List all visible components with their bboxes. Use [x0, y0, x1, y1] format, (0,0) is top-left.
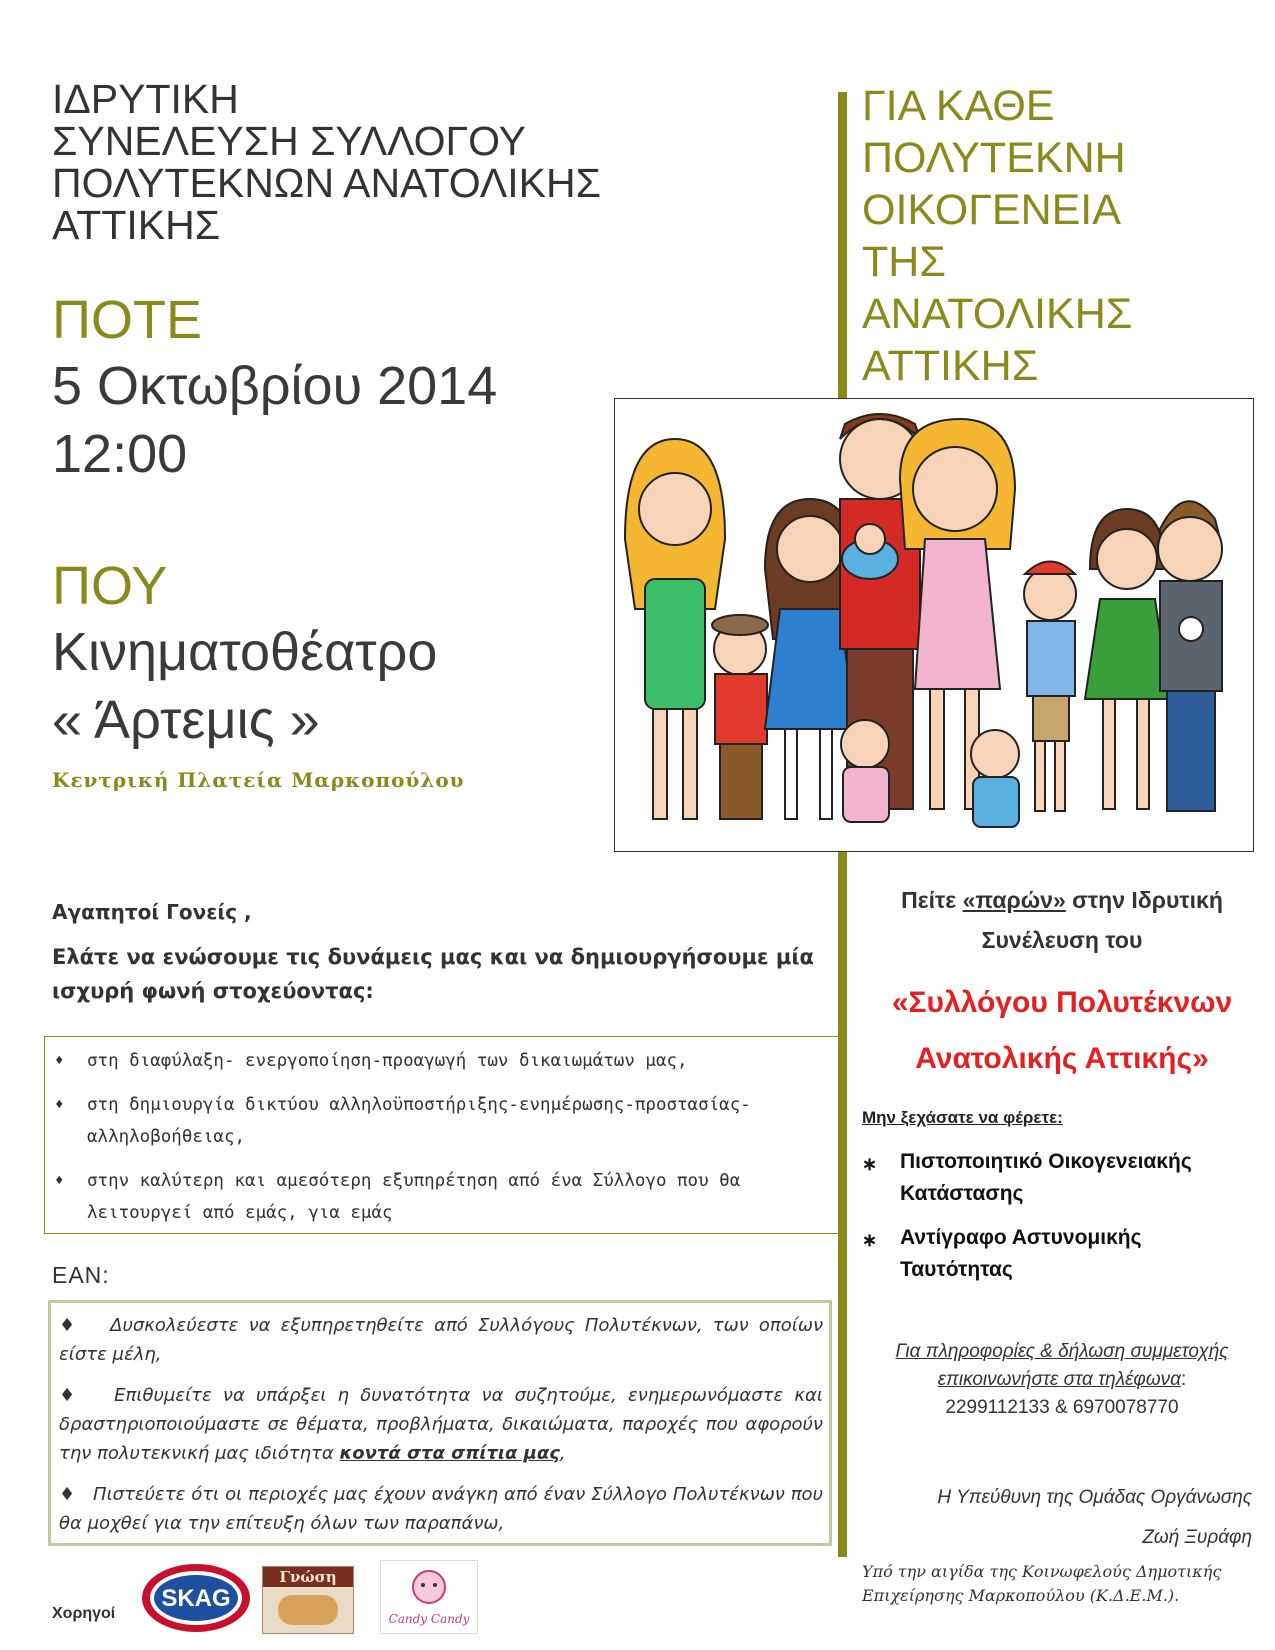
present-word: «παρών» — [962, 887, 1066, 913]
emphasis-text: κοντά στα σπίτια μας — [339, 1443, 560, 1464]
condition-item: ♦ Πιστεύετε ότι οι περιοχές μας έχουν ανάγκη από έναν Σύλλογο Πολυτέκνων που θα μοχθεί για την επίτευξη όλων των παραπάνω, — [59, 1484, 823, 1534]
svg-text:SKAG: SKAG — [161, 1585, 231, 1612]
phone-numbers: 2299112133 & 6970078770 — [945, 1397, 1179, 1418]
list-item: ∗ Αντίγραφο Αστυνομικής Ταυτότητας — [862, 1222, 1252, 1286]
list-item: ♦ στη διαφύλαξη- ενεργοποίηση-προαγωγή των δικαιωμάτων μας, — [45, 1045, 843, 1077]
right-heading: ΓΙΑ ΚΑΘΕ ΠΟΛΥΤΕΚΝΗ ΟΙΚΟΓΕΝΕΙΑ ΤΗΣ ΑΝΑΤΟΛΙΚΗΣ ΑΤΤΙΚΗΣ — [862, 82, 1133, 390]
list-item: ♦ στη δημιουργία δικτύου αλληλοϋποστήριξης-ενημέρωσης-προστασίας-αλληλοβοήθειας, — [45, 1089, 843, 1153]
list-item: ∗ Πιστοποιητικό Οικογενειακής Κατάστασης — [862, 1146, 1252, 1210]
list-item: ♦ στην καλύτερη και αμεσότερη εξυπηρέτηση από ένα Σύλλογο που θα λειτουργεί από εμάς, για εμάς — [45, 1165, 843, 1229]
svg-text:Candy Candy: Candy Candy — [388, 1612, 470, 1626]
auspices-note: Υπό την αιγίδα της Κοινωφελούς Δημοτικής Επιχείρησης Μαρκοπούλου (Κ.Δ.Ε.Μ.). — [862, 1562, 1222, 1605]
candy-logo — [380, 1560, 478, 1634]
condition-item: ♦ Δυσκολεύεστε να εξυπηρετηθείτε από Συλλόγους Πολυτέκνων, των οποίων είστε μέλη, — [59, 1315, 823, 1365]
condition-item: ♦ Επιθυμείτε να υπάρξει η δυνατότητα να συζητούμε, ενημερωνόμαστε και δραστηριοποιούμαστε σε θέματα, προβλήματα, δικαιώματα, παροχές που αφορούν την πολυτεκνική μας ιδιότητα κοντά στα σπίτια μας, — [59, 1385, 823, 1464]
event-date: 5 Οκτωβρίου 2014 — [52, 356, 498, 416]
contact-info: Για πληροφορίες & δήλωση συμμετοχής επικοινωνήστε στα τηλέφωνα: 2299112133 & 6970078770 — [862, 1338, 1262, 1422]
book-icon — [278, 1595, 338, 1625]
when-label: ΠΟΤΕ — [52, 290, 203, 350]
family-illustration — [614, 398, 1254, 852]
if-label: ΕΑΝ: — [52, 1262, 110, 1288]
intro-text: Ελάτε να ενώσουμε τις δυνάμεις μας και να δημιουργήσουμε μία ισχυρή φωνή στοχεύοντας: — [52, 945, 814, 1003]
gnosi-logo: Γνώση — [262, 1566, 354, 1634]
sponsors-label: Χορηγοί — [52, 1605, 116, 1622]
venue: Κινηματοθέατρο — [52, 622, 438, 682]
call-to-attend: Πείτε «παρών» στην Ιδρυτική Συνέλευση του — [901, 887, 1223, 953]
documents-list — [862, 1146, 1252, 1298]
skag-logo — [140, 1562, 252, 1634]
greeting: Αγαπητοί Γονείς , — [52, 900, 252, 924]
venue-address: Κεντρική Πλατεία Μαρκοπούλου — [52, 768, 465, 792]
event-title: ΙΔΡΥΤΙΚΗ ΣΥΝΕΛΕΥΣΗ ΣΥΛΛΟΓΟΥ ΠΟΛΥΤΕΚΝΩΝ ΑΝΑΤΟΛΙΚΗΣ ΑΤΤΙΚΗΣ — [52, 76, 601, 248]
goals-list — [45, 1037, 843, 1229]
family-drawing — [615, 399, 1253, 851]
event-time: 12:00 — [52, 424, 188, 484]
goals-box — [44, 1036, 844, 1234]
conditions-box — [48, 1300, 832, 1546]
venue-name: « Άρτεμις » — [52, 690, 320, 750]
organizer-role: Η Υπεύθυνη της Ομάδας Οργάνωσης — [937, 1487, 1252, 1508]
where-label: ΠΟΥ — [52, 556, 168, 616]
organizer-name: Ζωή Ξυράφη — [1142, 1527, 1252, 1548]
remember-title: Μην ξεχάσατε να φέρετε: — [862, 1108, 1063, 1127]
association-name: «Συλλόγου Πολυτέκνων Ανατολικής Αττικής» — [891, 986, 1233, 1075]
